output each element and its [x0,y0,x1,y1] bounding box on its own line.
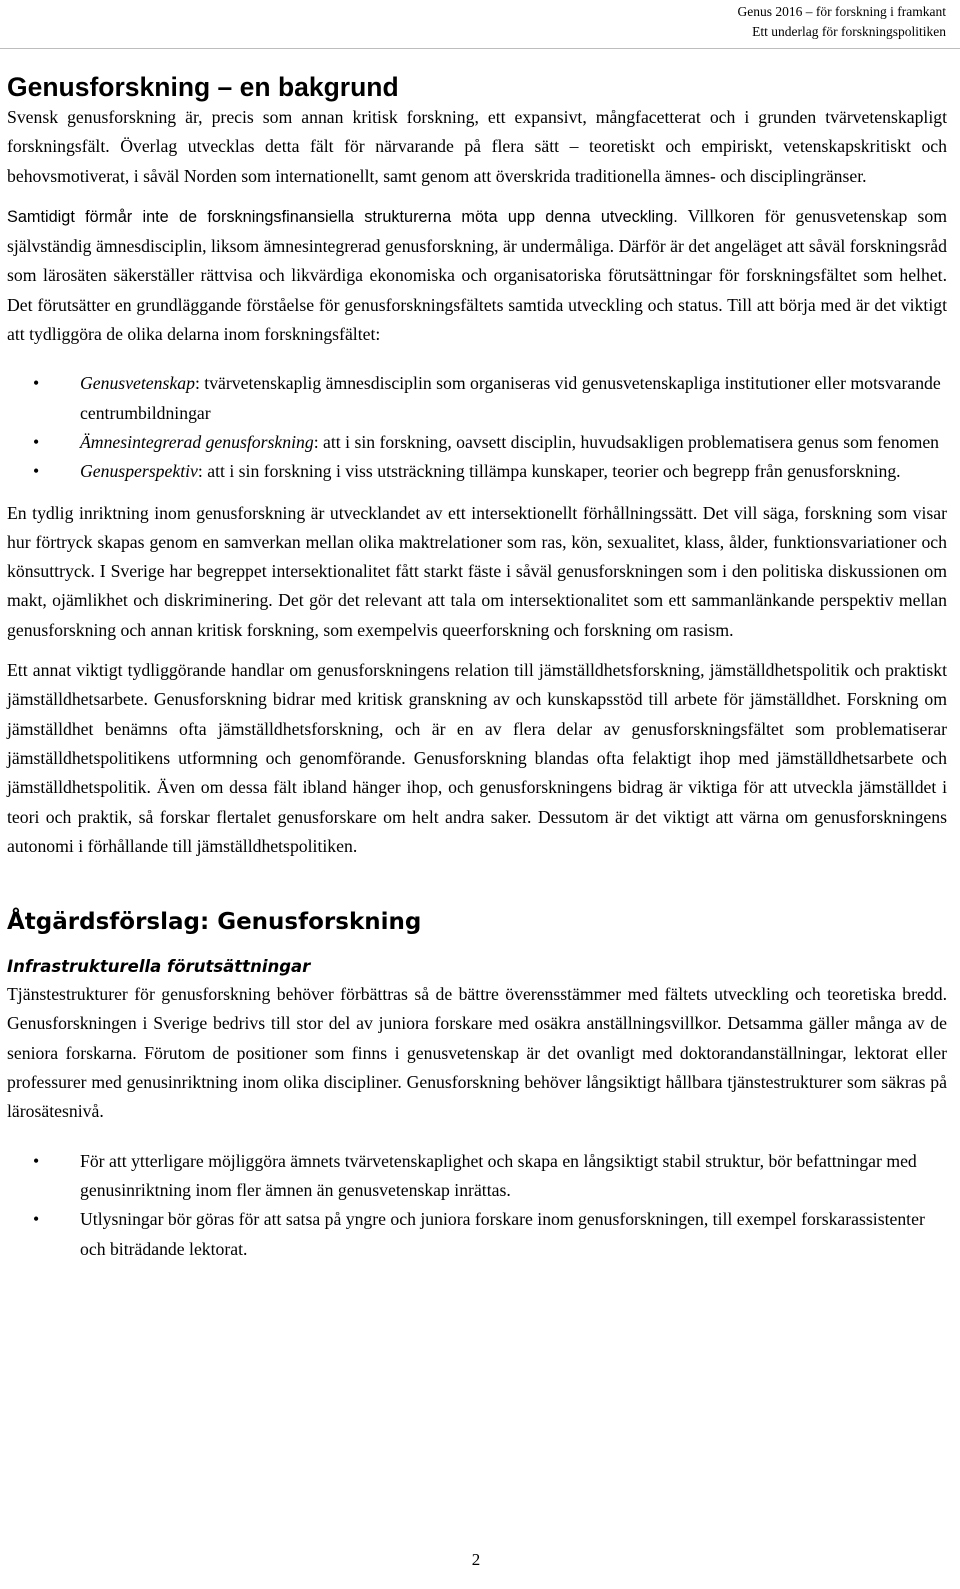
list-item-term: Genusvetenskap [80,373,195,394]
header-rule [0,48,960,49]
paragraph-intro: Svensk genusforskning är, precis som annan kritisk forskning, ett expansivt, mångfacetterat och i grunden tvärvetenskapligt forskningsfält. Överlag utvecklas detta fält för närvarande på flera sätt – teoretiskt och empiriskt, vetenskapskritiskt och behovsmotiverat, i såväl Norden som internationellt, samt genom att överskrida traditionella ämnes- och disciplingränser. [7,107,947,186]
bullet-icon: • [33,373,40,394]
list-item-text: För att ytterligare möjliggöra ämnets tvärvetenskaplighet och skapa en långsiktigt stabil struktur, bör befattningar med genusinriktning inom fler ämnen än genusvetenskap inrättas. [80,1150,917,1200]
paragraph-infrastructure: Tjänstestrukturer för genusforskning behöver förbättras så de bättre överensstämmer med fältets utveckling och teoretiska bredd. Genusforskningen i Sverige bedrivs till stor del av juniora forskare med osäkra anställningsvillkor. Detsamma gäller många av de seniora forskarna. Förutom de positioner som finns i genusvetenskap är det ovanligt med doktorandanställningar, lektorat eller professurer med genusinriktning inom olika discipliner. Genusforskning behöver långsiktigt hållbara tjänstestrukturer som säkras på lärosätesnivå. [7,984,947,1122]
bullet-icon: • [33,431,40,452]
list-item-term: Ämnesintegrerad genusforskning [80,431,314,452]
paragraph-intersectionality: En tydlig inriktning inom genusforskning är utvecklandet av ett intersektionellt förhållningssätt. Det vill säga, forskning som visar hur förtryck skapas genom en samverkan mellan olika maktrelationer som ras, kön, sexualitet, klass, ålder, funktionsvariationer och könsuttryck. I Sverige har begreppet intersektionalitet fått starkt fäste i såväl genusforskningen som i den politiska diskussionen om makt, ojämlikhet och diskriminering. Det gör det relevant att tala om intersektionalitet som ett sammanlänkande perspektiv mellan genusforskning och annan kritisk forskning, som exempelvis queerforskning och forskning om rasism. [7,502,947,640]
page-number: 2 [471,1550,481,1569]
list-item-text: : tvärvetenskaplig ämnesdisciplin som organiseras vid genusvetenskapliga institutioner eller motsvarande centrumbildningar [80,373,941,423]
paragraph-funding [7,202,947,349]
running-header [546,2,946,42]
paragraph-funding-rest: Villkoren för genusvetenskap som självständig ämnesdisciplin, liksom ämnesintegrerad genusforskning, är undermåliga. Därför är det angeläget att såväl forskningsråd som lärosäten säkerställer rättvisa och likvärdiga ekonomiska och organisatoriska förutsättningar för forskningsfältet som helhet. Det förutsätter en grundläggande förståelse för genusforskningsfältets samtida utveckling och status. Till att börja med är det viktigt att tydliggöra de olika delarna inom forskningsfältet: [7,205,947,345]
list-item [7,1147,947,1206]
header-line-2: Ett underlag för forskningspolitiken [752,24,946,39]
bullet-icon: • [33,461,40,482]
bullet-icon: • [33,1209,40,1230]
page-content [7,72,947,1264]
section-title-background: Genusforskning – en bakgrund [7,72,399,102]
list-item-text: : att i sin forskning, oavsett disciplin, huvudsakligen problematisera genus som fenomen [313,431,940,452]
paragraph-equality: Ett annat viktigt tydliggörande handlar om genusforskningens relation till jämställdhetsforskning, jämställdhetspolitik och praktiskt jämställdhetsarbete. Genusforskning bidrar med kritisk granskning av och kunskapsstöd till arbete för jämställdhet. Forskning om jämställdhet benämns ofta jämställdhetsforskning, och är en av flera delar av genusforskningsfältet som problematiserar jämställdhetspolitikens utformning och genomförande. Genusforskning blandas ofta felaktigt ihop med jämställdhetsarbete och jämställdhetspolitik. Även om dessa fält ibland hänger ihop, och genusforskningens bidrag är viktiga för att utveckla jämställdet i teori och praktik, så forskar flertalet genusforskare om helt andra saker. Dessutom är det viktigt att värna om genusforskningens autonomi i förhållande till jämställdhetspolitiken. [7,660,947,856]
measures-list [7,1147,947,1264]
list-item [7,369,947,428]
section-title-measures: Åtgärdsförslag: Genusforskning [7,909,422,936]
subsection-title-infrastructure: Infrastrukturella förutsättningar [7,957,311,977]
list-item-text: : att i sin forskning i viss utsträckning tillämpa kunskaper, teorier och begrepp från genusforskning. [197,461,901,482]
header-line-1: Genus 2016 – för forskning i framkant [737,4,946,19]
list-item-text: Utlysningar bör göras för att satsa på yngre och juniora forskare inom genusforskningen, till exempel forskarassistenter och biträdande lektorat. [80,1209,925,1259]
bullet-icon: • [33,1150,40,1171]
list-item-term: Genusperspektiv [80,461,198,482]
list-item [7,1205,947,1264]
list-item [7,428,947,457]
field-parts-list [7,369,947,486]
paragraph-funding-lead: Samtidigt förmår inte de forskningsfinansiella strukturerna möta upp denna utveckling. [7,207,678,226]
list-item [7,457,947,486]
